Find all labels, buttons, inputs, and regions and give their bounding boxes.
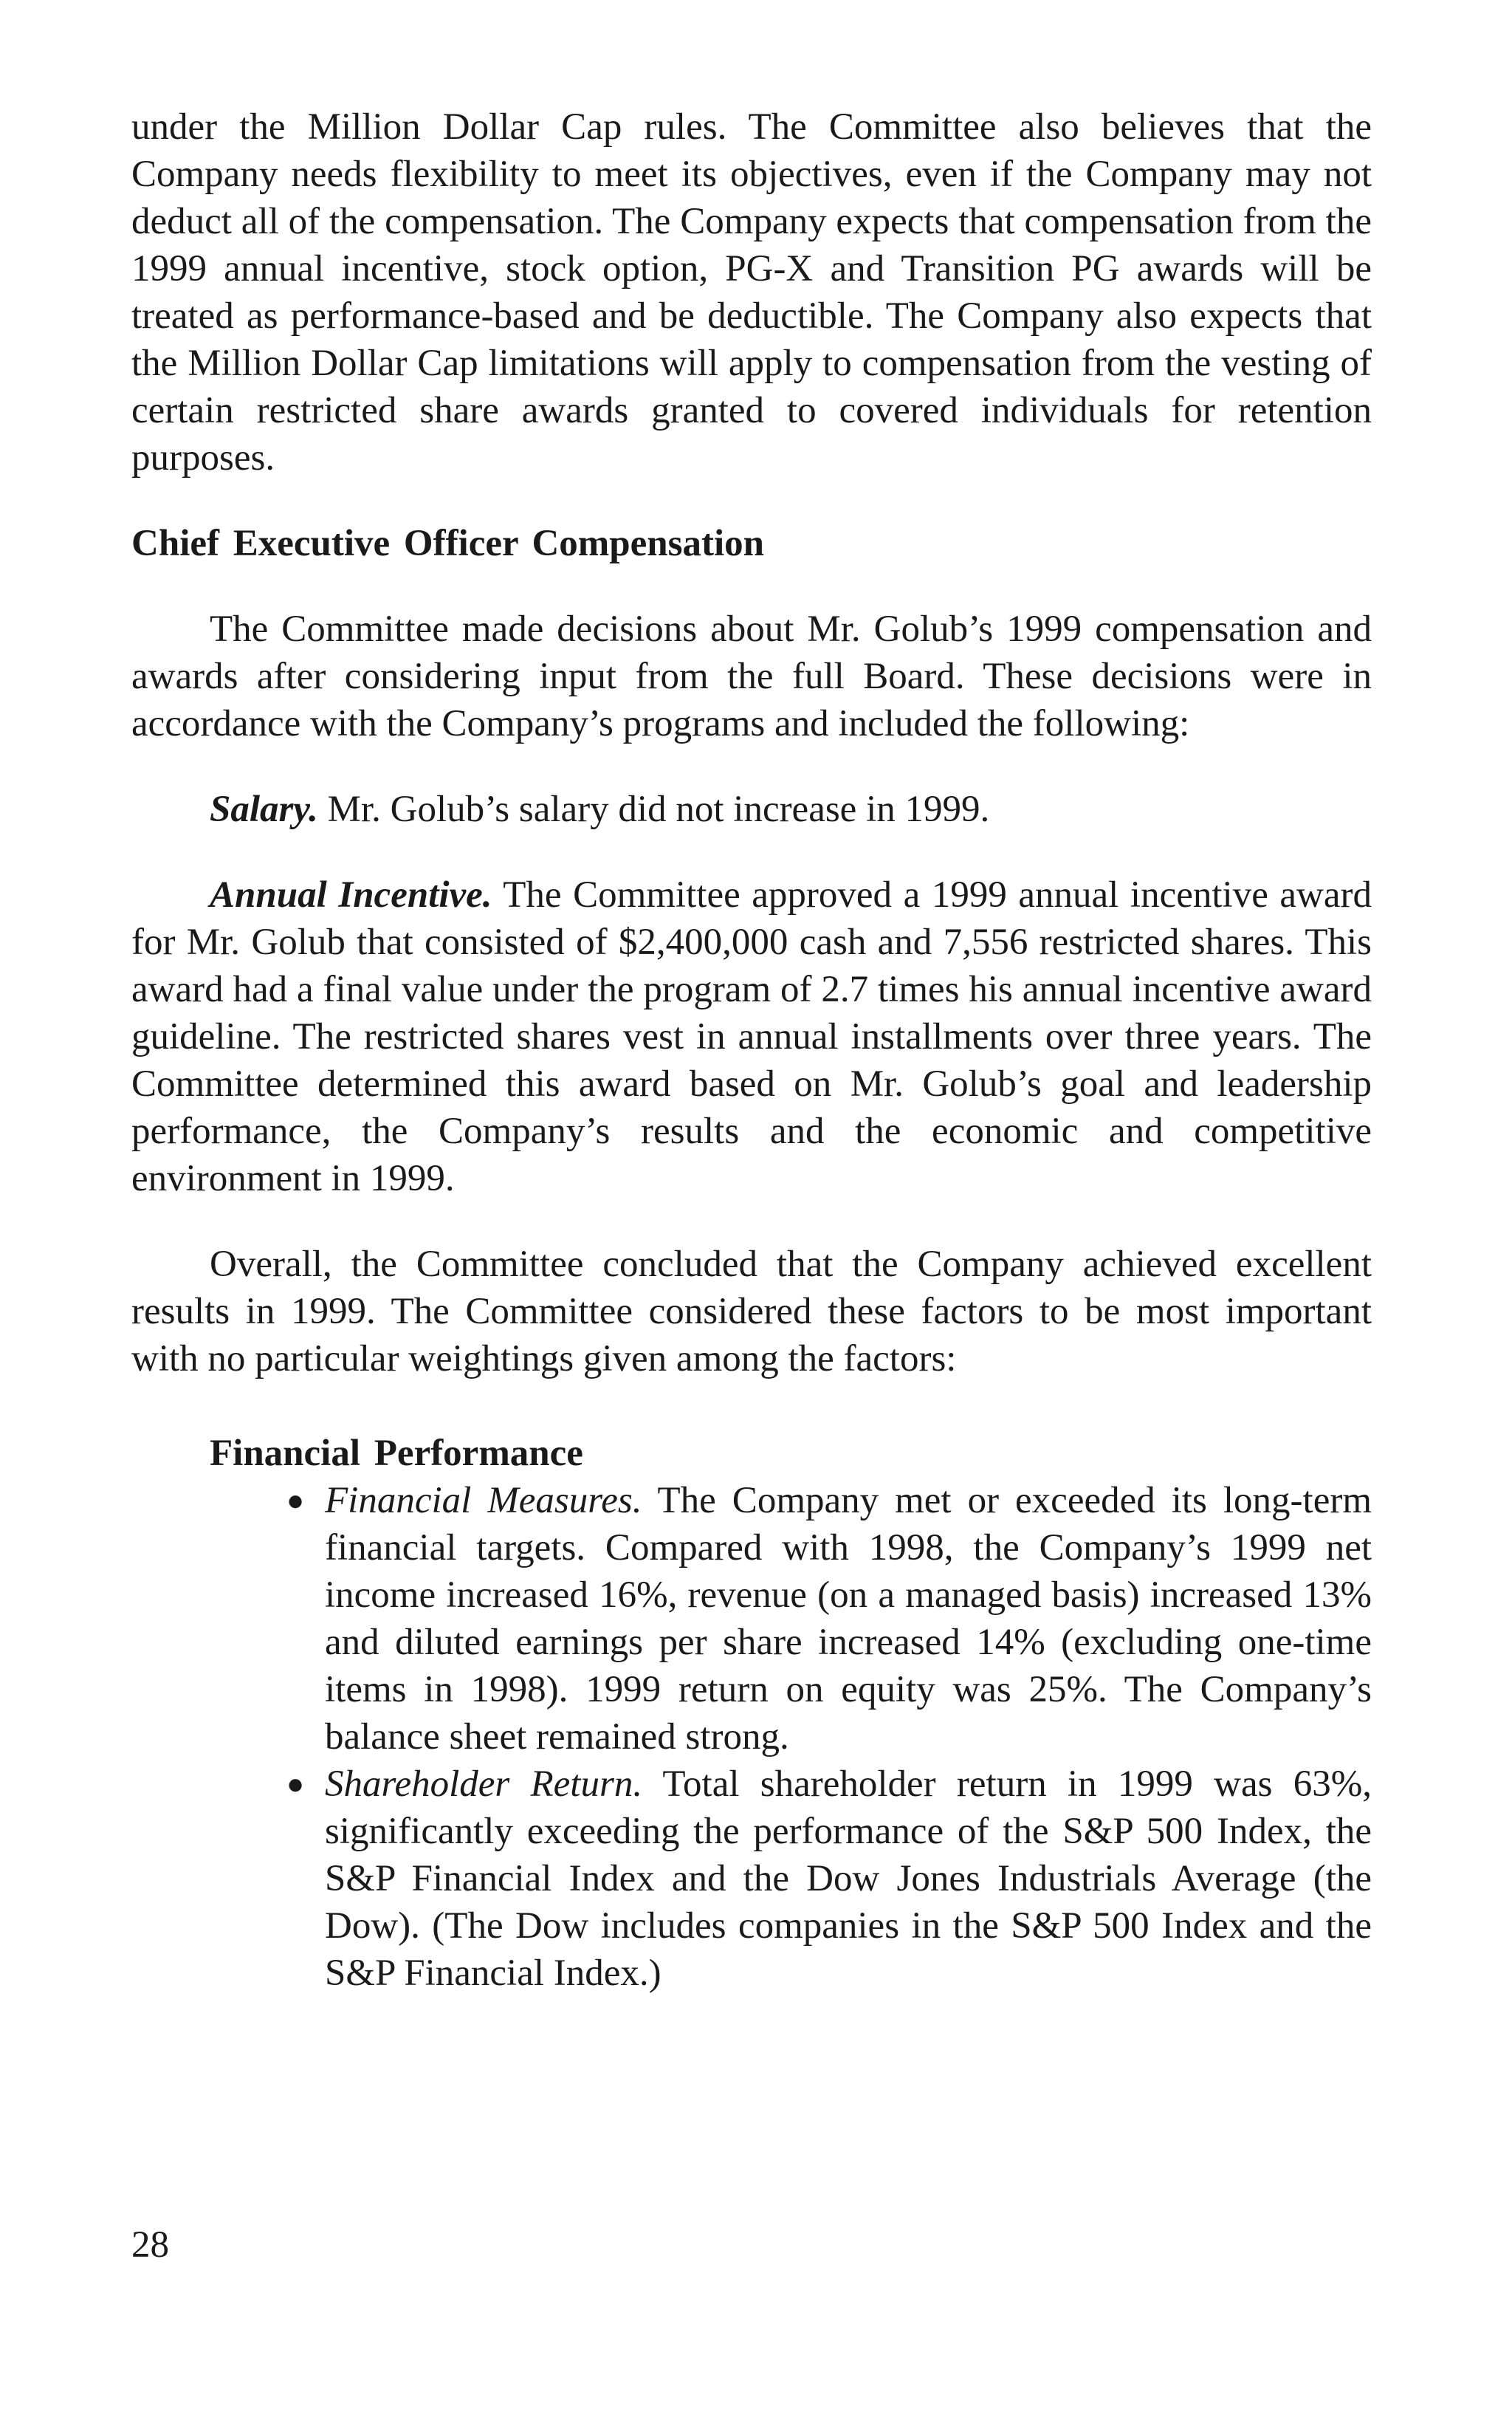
intro-paragraph: under the Million Dollar Cap rules. The Committee also believes that the Company needs flexibility to meet its objectives, even if the Company may not deduct all of the compensation. The Company expects that compensation from the 1999 annual incentive, stock option, PG-X and Transition PG awards will be treated as performance-based and be deductible. The Company also expects that the Million Dollar Cap limitations will apply to compensation from the vesting of certain restricted share awards granted to covered individuals for retention purposes. <box>131 106 1372 479</box>
ceo-intro-paragraph: The Committee made decisions about Mr. Golub’s 1999 compensation and awards after considering input from the full Board. These decisions were in accordance with the Company’s programs and included the following: <box>131 608 1372 744</box>
bullet-title: Shareholder Return. <box>325 1763 643 1805</box>
overall-paragraph: Overall, the Committee concluded that the Company achieved excellent results in 1999. The Committee considered these factors to be most important with no particular weightings given among the factors: <box>131 1244 1372 1379</box>
document-page <box>131 103 1372 1997</box>
salary-label: Salary. <box>210 789 318 830</box>
annual-incentive-text: The Committee approved a 1999 annual incentive award for Mr. Golub that consisted of $2,400,000 cash and 7,556 restricted shares. This award had a final value under the program of 2.7 times his annual incentive award guideline. The restricted shares vest in annual installments over three years. The Committee determined this award based on Mr. Golub’s goal and leadership performance, the Company’s results and the economic and competitive environment in 1999. <box>131 874 1372 1199</box>
list-item-shareholder-return <box>286 1761 1372 1997</box>
bullet-title: Financial Measures. <box>325 1480 642 1521</box>
salary-text: Mr. Golub’s salary did not increase in 1999. <box>317 789 990 830</box>
section-heading: Chief Executive Officer Compensation <box>131 523 765 564</box>
bullet-text: Total shareholder return in 1999 was 63%, significantly exceeding the performance of the S&P 500 Index, the S&P Financial Index and the Dow Jones Industrials Average (the Dow). (The Dow includes companies in the S&P 500 Index and the S&P Financial Index.) <box>325 1763 1372 1994</box>
financial-performance-list <box>131 1477 1372 1997</box>
bullet-icon: ● <box>286 1767 305 1800</box>
list-item-financial-measures <box>286 1477 1372 1761</box>
financial-performance-heading: Financial Performance <box>210 1433 583 1474</box>
annual-incentive-paragraph <box>131 871 1372 1202</box>
salary-paragraph <box>131 786 1372 833</box>
bullet-text: The Company met or exceeded its long-term financial targets. Compared with 1998, the Company’s 1999 net income increased 16%, revenue (on a managed basis) increased 13% and diluted earnings per share increased 14% (excluding one-time items in 1998). 1999 return on equity was 25%. The Company’s balance sheet remained strong. <box>325 1480 1372 1758</box>
annual-incentive-label: Annual Incentive. <box>210 874 492 916</box>
page-number: 28 <box>131 2224 169 2266</box>
bullet-icon: ● <box>286 1484 305 1517</box>
